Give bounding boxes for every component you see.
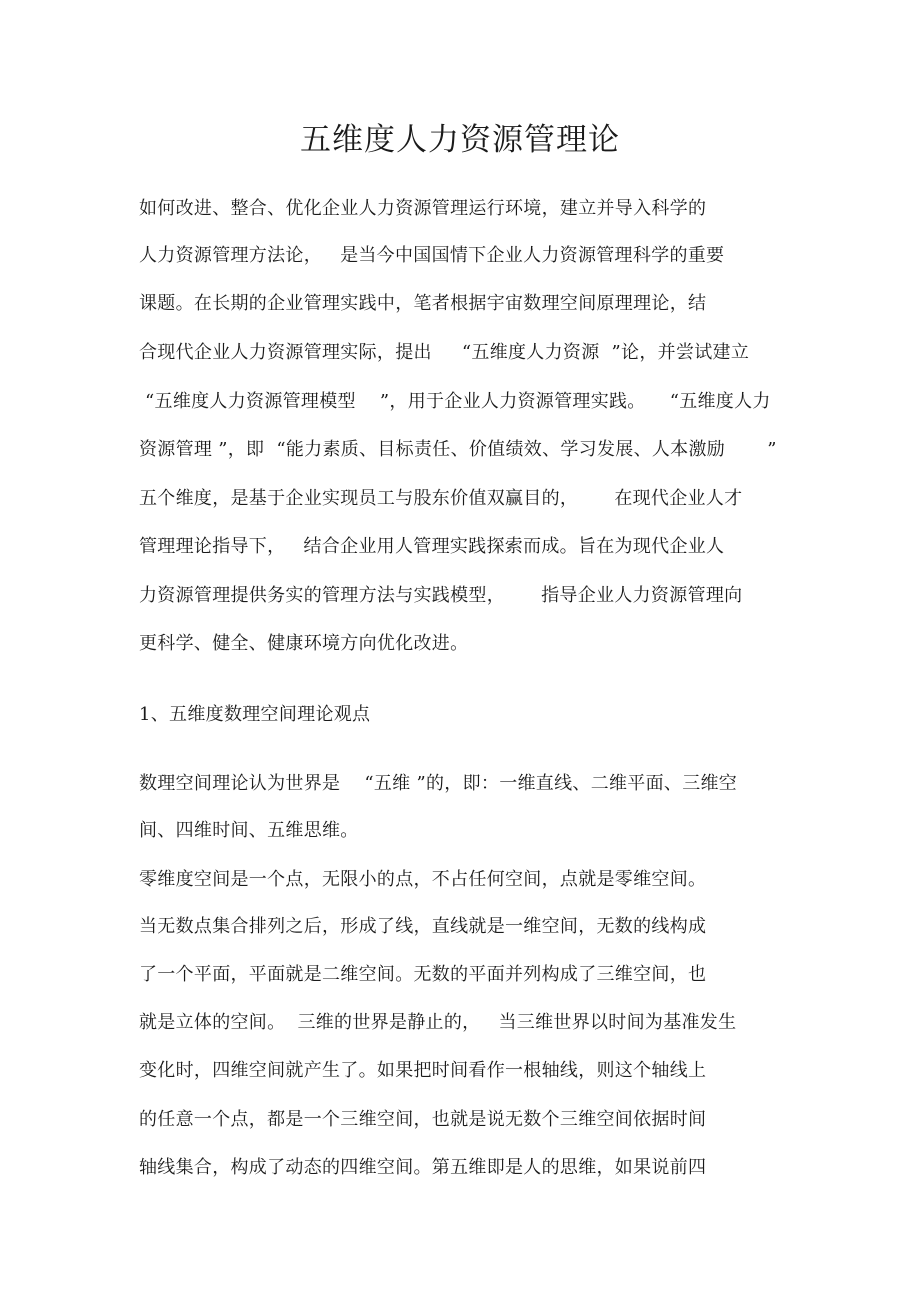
paragraph-line: 课题。在长期的企业管理实践中，笔者根据宇宙数理空间原理理论，结 — [139, 293, 707, 314]
paragraph-line: 零维度空间是一个点，无限小的点，不占任何空间，点就是零维空间。 — [139, 869, 707, 890]
paragraph-line: 了一个平面，平面就是二维空间。无数的平面并列构成了三维空间，也 — [139, 964, 707, 985]
paragraph-line: 力资源管理提供务实的管理方法与实践模型， 指导企业人力资源管理向 — [139, 585, 743, 606]
paragraph-line: 变化时，四维空间就产生了。如果把时间看作一根轴线，则这个轴线上 — [139, 1060, 707, 1081]
paragraph-line: 管理理论指导下， 结合企业用人管理实践探索而成。旨在为现代企业人 — [139, 536, 725, 557]
paragraph-line: 数理空间理论认为世界是 “五维 ”的，即：一维直线、二维平面、三维空 — [139, 773, 738, 794]
paragraph-line: 五个维度，是基于企业实现员工与股东价值双赢目的， 在现代企业人才 — [139, 488, 743, 509]
paragraph-line: 如何改进、整合、优化企业人力资源管理运行环境，建立并导入科学的 — [139, 198, 707, 219]
paragraph-line: 更科学、健全、健康环境方向优化改进。 — [139, 633, 469, 654]
paragraph-line: 当无数点集合排列之后，形成了线，直线就是一维空间，无数的线构成 — [139, 916, 707, 937]
paragraph-line: 人力资源管理方法论， 是当今中国国情下企业人力资源管理科学的重要 — [139, 245, 725, 266]
paragraph-line: 资源管理 ”，即 “能力素质、目标责任、价值绩效、学习发展、人本激励 ” — [139, 439, 777, 460]
paragraph-line: “五维度人力资源管理模型 ”，用于企业人力资源管理实践。 “五维度人力 — [139, 391, 771, 412]
document-title: 五维度人力资源管理论 — [300, 122, 620, 158]
paragraph-line: 轴线集合，构成了动态的四维空间。第五维即是人的思维，如果说前四 — [139, 1157, 707, 1178]
section-heading: 1、五维度数理空间理论观点 — [139, 704, 371, 725]
paragraph-line: 的任意一个点，都是一个三维空间，也就是说无数个三维空间依据时间 — [139, 1109, 707, 1130]
paragraph-line: 就是立体的空间。 三维的世界是静止的， 当三维世界以时间为基准发生 — [139, 1012, 737, 1033]
paragraph-line: 间、四维时间、五维思维。 — [139, 820, 359, 841]
paragraph-line: 合现代企业人力资源管理实际，提出 “五维度人力资源 ”论，并尝试建立 — [139, 342, 750, 363]
